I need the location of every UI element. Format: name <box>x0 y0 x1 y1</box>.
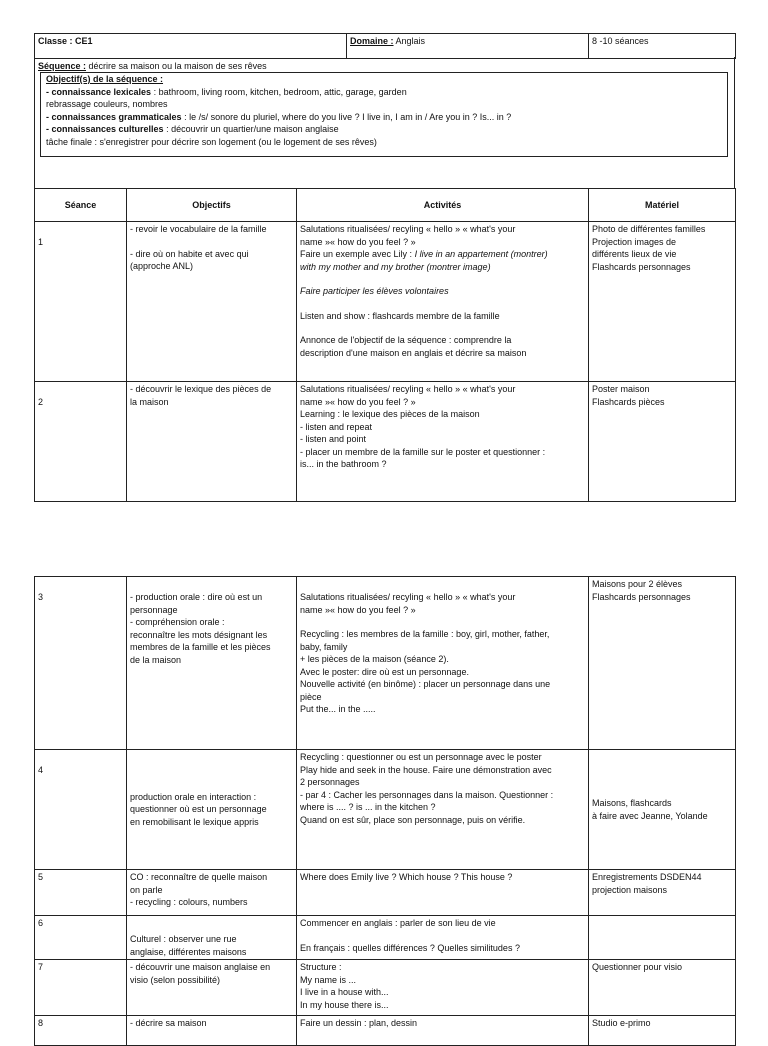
materiel-line: Maisons, flashcards <box>592 798 672 808</box>
activity-line: Commencer en anglais : parler de son lieu de vie <box>300 918 496 928</box>
objective-line: on parle <box>130 884 163 895</box>
lexical-label: - connaissance lexicales <box>46 86 152 97</box>
activity-line: Recycling : questionner ou est un personnage avec le poster <box>300 752 542 762</box>
sessions-table-2 <box>34 576 736 1046</box>
activity-line: Learning : le lexique des pièces de la maison <box>300 409 480 419</box>
domaine-value: Anglais <box>395 36 426 46</box>
activity-line: Quand on est sûr, place son personnage, puis on vérifie. <box>300 814 526 825</box>
materiel-line: Maisons pour 2 élèves <box>592 579 683 589</box>
activity-line: Faire un dessin : plan, dessin <box>300 1018 418 1028</box>
classe-label: Classe : CE1 <box>38 36 93 46</box>
table-row <box>35 382 736 502</box>
activity-line: - listen and point <box>300 434 367 444</box>
col-materiel: Matériel <box>589 189 736 222</box>
activities-cell <box>297 577 589 750</box>
activities-cell <box>297 960 589 1016</box>
seances-cell <box>589 34 736 59</box>
objective-line: - décrire sa maison <box>130 1018 207 1028</box>
materiel-line: Projection images de <box>592 236 677 247</box>
col-activites: Activités <box>297 189 589 222</box>
objectives-cell <box>127 960 297 1016</box>
activity-line: 2 personnages <box>300 777 360 787</box>
activity-line: En français : quelles différences ? Quelles similitudes ? <box>300 942 520 953</box>
activity-line <box>300 248 585 261</box>
materiel-line: différents lieux de vie <box>592 249 677 259</box>
objective-line: - compréhension orale : <box>130 617 225 627</box>
grammar-label: - connaissances grammaticales <box>46 111 182 122</box>
table-row <box>35 916 736 960</box>
activity-line: - placer un membre de la famille sur le poster et questionner : <box>300 446 546 457</box>
seance-number: 5 <box>35 870 127 916</box>
activities-cell <box>297 750 589 870</box>
objective-line: - découvrir le lexique des pièces de <box>130 384 272 394</box>
objective-line: - production orale : dire où est un <box>130 592 263 602</box>
seance-number: 4 <box>35 750 127 870</box>
sequence-line <box>38 60 267 73</box>
objective-line: personnage <box>130 604 178 615</box>
objective-line: - découvrir une maison anglaise en <box>130 962 271 972</box>
culture-line <box>46 123 722 136</box>
objective-line: membres de la famille et les pièces <box>130 642 271 652</box>
seance-number: 7 <box>35 960 127 1016</box>
activity-line: Recycling : les membres de la famille : boy, girl, mother, father, <box>300 629 550 639</box>
objectives-cell <box>127 1016 297 1046</box>
activity-line: In my house there is... <box>300 999 389 1010</box>
header-table <box>34 33 736 59</box>
materiel-cell <box>589 222 736 382</box>
activity-line: + les pièces de la maison (séance 2). <box>300 654 449 664</box>
materiel-cell <box>589 382 736 502</box>
objectives-cell <box>127 577 297 750</box>
objective-line: la maison <box>130 396 169 407</box>
materiel-line: Studio e-primo <box>592 1018 651 1028</box>
objective-line: CO : reconnaître de quelle maison <box>130 872 268 882</box>
activity-line: I live in a house with... <box>300 987 389 997</box>
materiel-cell <box>589 1016 736 1046</box>
col-seance: Séance <box>35 189 127 222</box>
activity-line: - par 4 : Cacher les personnages dans la maison. Questionner : <box>300 789 554 800</box>
domaine-label: Domaine : <box>350 36 394 46</box>
activity-line: pièce <box>300 691 322 702</box>
activity-line: Where does Emily live ? Which house ? This house ? <box>300 872 513 882</box>
seance-number: 8 <box>35 1016 127 1046</box>
table-row <box>35 222 736 382</box>
materiel-line: Flashcards personnages <box>592 591 691 602</box>
table-row <box>35 1016 736 1046</box>
sequence-value: décrire sa maison ou la maison de ses rêves <box>88 61 267 71</box>
objectives-cell <box>127 750 297 870</box>
table-row <box>35 960 736 1016</box>
objectives-cell <box>127 916 297 960</box>
seance-number: 3 <box>35 577 127 750</box>
activity-line: name »« how do you feel ? » <box>300 604 416 615</box>
sequence-label: Séquence : <box>38 61 87 71</box>
activity-example: with my mother and my brother (montrer image) <box>300 261 491 272</box>
table-row <box>35 750 736 870</box>
materiel-line: Poster maison <box>592 384 650 394</box>
classe-cell <box>35 34 347 59</box>
activity-line: baby, family <box>300 641 348 652</box>
objectives-cell <box>127 222 297 382</box>
activity-example: I live in an appartement (montrer) <box>414 249 548 259</box>
objective-line: Culturel : observer une rue <box>130 934 237 944</box>
activity-line: My name is ... <box>300 974 357 985</box>
materiel-line: Flashcards personnages <box>592 261 691 272</box>
domaine-cell <box>347 34 589 59</box>
seance-number: 1 <box>35 222 127 382</box>
activities-cell <box>297 870 589 916</box>
table-row <box>35 870 736 916</box>
lexical-value: : bathroom, living room, kitchen, bedroom, attic, garage, garden <box>151 86 407 97</box>
materiel-line: Photo de différentes familles <box>592 224 706 234</box>
culture-value: : découvrir un quartier/une maison anglaise <box>163 124 339 134</box>
materiel-line: Questionner pour visio <box>592 962 683 972</box>
materiel-cell <box>589 870 736 916</box>
culture-label: - connaissances culturelles <box>46 124 164 134</box>
activity-line: Nouvelle activité (en binôme) : placer un personnage dans une <box>300 679 551 689</box>
materiel-cell <box>589 916 736 960</box>
objective-line: en remobilisant le lexique appris <box>130 816 259 827</box>
activity-line: Salutations ritualisées/ recyling « hello » « what's your <box>300 224 516 234</box>
activity-line: Avec le poster: dire où est un personnage. <box>300 666 469 677</box>
grammar-line <box>46 111 722 124</box>
objectives-cell <box>127 382 297 502</box>
col-objectifs: Objectifs <box>127 189 297 222</box>
objective-line: - dire où on habite et avec qui <box>130 248 249 259</box>
activity-line: name »« how do you feel ? » <box>300 236 416 247</box>
materiel-line: projection maisons <box>592 884 668 895</box>
activity-line: is... in the bathroom ? <box>300 459 387 469</box>
objectives-box <box>40 72 728 157</box>
activity-line: Annonce de l'objectif de la séquence : comprendre la <box>300 335 512 345</box>
materiel-line: à faire avec Jeanne, Yolande <box>592 810 708 821</box>
objective-line: visio (selon possibilité) <box>130 974 221 985</box>
materiel-cell <box>589 577 736 750</box>
activities-cell <box>297 916 589 960</box>
seances-count: 8 -10 séances <box>592 36 649 46</box>
activity-line: Salutations ritualisées/ recyling « hello » « what's your <box>300 384 516 394</box>
activity-line: Faire participer les élèves volontaires <box>300 286 449 296</box>
objective-line: de la maison <box>130 654 182 665</box>
objective-line: - recycling : colours, numbers <box>130 897 248 907</box>
final-task: tâche finale : s'enregistrer pour décrire son logement (ou le logement de ses rêves) <box>46 136 377 147</box>
materiel-line: Flashcards pièces <box>592 396 665 407</box>
objective-line: reconnaître les mots désignant les <box>130 629 268 640</box>
materiel-cell <box>589 960 736 1016</box>
activity-line: Play hide and seek in the house. Faire une démonstration avec <box>300 764 552 775</box>
materiel-line: Enregistrements DSDEN44 <box>592 872 702 882</box>
activity-line: Structure : <box>300 962 342 972</box>
activity-line: - listen and repeat <box>300 421 373 432</box>
sessions-table-1 <box>34 188 736 502</box>
objective-line: (approche ANL) <box>130 261 194 271</box>
grammar-value: : le /s/ sonore du pluriel, where do you live ? I live in, I am in / Are you in ? Is... in ? <box>181 111 512 122</box>
objective-line: anglaise, différentes maisons <box>130 946 247 957</box>
activities-cell <box>297 222 589 382</box>
objective-line: - revoir le vocabulaire de la famille <box>130 224 267 234</box>
materiel-cell <box>589 750 736 870</box>
activities-cell <box>297 1016 589 1046</box>
table-row <box>35 577 736 750</box>
activity-line: name »« how do you feel ? » <box>300 396 416 407</box>
seance-number: 2 <box>35 382 127 502</box>
lexical-line <box>46 86 722 99</box>
objectives-cell <box>127 870 297 916</box>
activities-cell <box>297 382 589 502</box>
lexical-cont: rebrassage couleurs, nombres <box>46 99 168 109</box>
activity-text: Faire un exemple avec Lily : <box>300 249 415 259</box>
activity-line: Put the... in the ..... <box>300 704 376 714</box>
seance-number: 6 <box>35 916 127 960</box>
objectives-title: Objectif(s) de la séquence : <box>46 74 164 84</box>
objective-line: questionner où est un personnage <box>130 804 267 815</box>
objective-line: production orale en interaction : <box>130 791 257 802</box>
activity-line: description d'une maison en anglais et décrire sa maison <box>300 347 527 358</box>
activity-line: Listen and show : flashcards membre de la famille <box>300 310 500 321</box>
activity-line: where is .... ? is ... in the kitchen ? <box>300 802 436 812</box>
activity-line: Salutations ritualisées/ recyling « hello » « what's your <box>300 592 516 602</box>
